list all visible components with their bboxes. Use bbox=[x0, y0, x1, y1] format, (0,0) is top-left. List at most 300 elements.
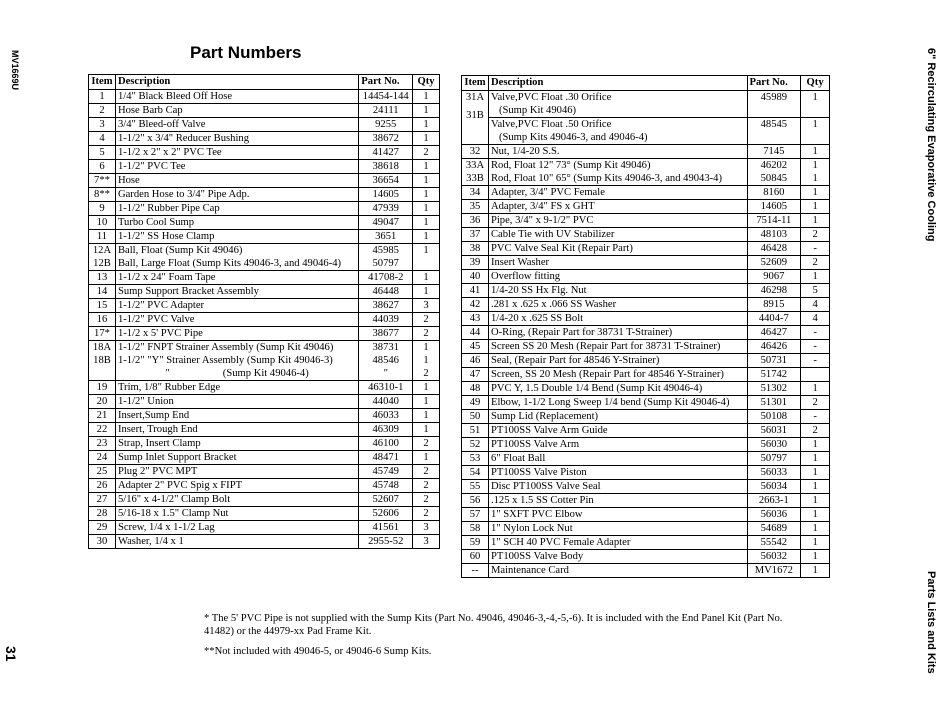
item-cell: 14 bbox=[89, 285, 116, 299]
item-cell: 11 bbox=[89, 230, 116, 244]
desc-31a: Valve,PVC Float .30 Orifice bbox=[490, 92, 612, 103]
table-row bbox=[462, 214, 830, 228]
description-cell: Screen SS 20 Mesh (Repair Part for 38731 T-Strainer) bbox=[488, 340, 747, 354]
table-row bbox=[462, 368, 830, 382]
qty-cell: 1 bbox=[801, 186, 830, 200]
table-row bbox=[462, 340, 830, 354]
part-no-cell: 56033 bbox=[747, 466, 801, 480]
qty-b1: 1 bbox=[423, 355, 429, 366]
part-no-cell: 14605 bbox=[359, 188, 413, 202]
part-no-cell: 56030 bbox=[747, 438, 801, 452]
parts-table-right bbox=[461, 75, 830, 578]
table-row bbox=[462, 228, 830, 242]
description-cell bbox=[115, 244, 358, 271]
part-no-cell: 46426 bbox=[747, 340, 801, 354]
description-cell: PVC Valve Seal Kit (Repair Part) bbox=[488, 242, 747, 256]
part-no-cell: 46298 bbox=[747, 284, 801, 298]
item-cell: 54 bbox=[462, 466, 489, 480]
description-cell: 1-1/2" SS Hose Clamp bbox=[115, 230, 358, 244]
part-no-cell: 2663-1 bbox=[747, 494, 801, 508]
item-cell: 42 bbox=[462, 298, 489, 312]
part-no-cell: 14454-144 bbox=[359, 90, 413, 104]
qty-cell: 2 bbox=[413, 146, 440, 160]
item-cell: 16 bbox=[89, 313, 116, 327]
table-row bbox=[462, 145, 830, 159]
part-no-cell: 51742 bbox=[747, 368, 801, 382]
qty-cell: 2 bbox=[413, 479, 440, 493]
pn-b2: " bbox=[383, 368, 388, 379]
item-33b: 33B bbox=[466, 173, 484, 184]
part-no-cell: 45748 bbox=[359, 479, 413, 493]
table-row bbox=[89, 299, 440, 313]
table-row bbox=[462, 200, 830, 214]
qty-cell: 2 bbox=[801, 256, 830, 270]
part-no-cell: 46310-1 bbox=[359, 381, 413, 395]
table-row bbox=[89, 341, 440, 381]
item-cell: 57 bbox=[462, 508, 489, 522]
part-no-cell: 38618 bbox=[359, 160, 413, 174]
table-row bbox=[89, 327, 440, 341]
item-cell: 56 bbox=[462, 494, 489, 508]
table-row bbox=[89, 244, 440, 271]
description-cell: 1" SXFT PVC Elbow bbox=[488, 508, 747, 522]
item-cell: 35 bbox=[462, 200, 489, 214]
qty-cell: 1 bbox=[801, 494, 830, 508]
description-cell: .281 x .625 x .066 SS Washer bbox=[488, 298, 747, 312]
table-row bbox=[89, 104, 440, 118]
qty-cell: 1 bbox=[413, 381, 440, 395]
qty-33a: 1 bbox=[812, 160, 818, 171]
item-cell: 15 bbox=[89, 299, 116, 313]
qty-cell: 1 bbox=[413, 174, 440, 188]
description-cell: Screw, 1/4 x 1-1/2 Lag bbox=[115, 521, 358, 535]
table-row bbox=[89, 132, 440, 146]
header-part-no: Part No. bbox=[359, 75, 413, 90]
item-cell: 41 bbox=[462, 284, 489, 298]
qty-33b: 1 bbox=[812, 173, 818, 184]
item-cell: 37 bbox=[462, 228, 489, 242]
table-row bbox=[89, 437, 440, 451]
qty-cell: 1 bbox=[801, 536, 830, 550]
section-title: 6" Recirculating Evaporative Cooling bbox=[925, 48, 937, 242]
part-no-cell: 9255 bbox=[359, 118, 413, 132]
table-row bbox=[89, 493, 440, 507]
table-row bbox=[462, 480, 830, 494]
left-body-b bbox=[89, 271, 440, 341]
item-cell: 36 bbox=[462, 214, 489, 228]
qty-cell: 1 bbox=[413, 188, 440, 202]
item-cell: 4 bbox=[89, 132, 116, 146]
part-no-cell: 46309 bbox=[359, 423, 413, 437]
desc-31b: Valve,PVC Float .50 Orifice bbox=[490, 119, 612, 130]
table-row bbox=[462, 424, 830, 438]
item-cell: 27 bbox=[89, 493, 116, 507]
description-cell: O-Ring, (Repair Part for 38731 T-Strainer) bbox=[488, 326, 747, 340]
table-row bbox=[462, 382, 830, 396]
part-no-cell: 52609 bbox=[747, 256, 801, 270]
table-row bbox=[89, 423, 440, 437]
header-qty: Qty bbox=[413, 75, 440, 90]
desc-a: 1-1/2" FNPT Strainer Assembly (Sump Kit 49046) bbox=[117, 342, 334, 353]
item-cell: 17* bbox=[89, 327, 116, 341]
item-cell: 32 bbox=[462, 145, 489, 159]
table-header-row bbox=[89, 75, 440, 90]
description-cell: 1-1/2" Union bbox=[115, 395, 358, 409]
qty-cell: 1 bbox=[801, 118, 830, 145]
item-cell: 45 bbox=[462, 340, 489, 354]
qty-cell: 2 bbox=[801, 424, 830, 438]
part-no-cell: 14605 bbox=[747, 200, 801, 214]
part-no-cell: 44040 bbox=[359, 395, 413, 409]
part-no-cell: 24111 bbox=[359, 104, 413, 118]
description-cell: 5/16-18 x 1.5" Clamp Nut bbox=[115, 507, 358, 521]
description-cell: Disc PT100SS Valve Seal bbox=[488, 480, 747, 494]
part-no-cell: MV1672 bbox=[747, 564, 801, 578]
table-row bbox=[462, 256, 830, 270]
qty-cell: 1 bbox=[801, 270, 830, 284]
table-row bbox=[462, 522, 830, 536]
part-no-cell: 46448 bbox=[359, 285, 413, 299]
part-no-cell: 45749 bbox=[359, 465, 413, 479]
part-no-cell: 8160 bbox=[747, 186, 801, 200]
part-no-cell: 38672 bbox=[359, 132, 413, 146]
desc-a: Ball, Float (Sump Kit 49046) bbox=[117, 245, 243, 256]
description-cell: Seal, (Repair Part for 48546 Y-Strainer) bbox=[488, 354, 747, 368]
qty-a: 1 bbox=[423, 342, 429, 353]
description-cell: Insert,Sump End bbox=[115, 409, 358, 423]
header-qty: Qty bbox=[801, 76, 830, 91]
item-33a: 33A bbox=[465, 160, 485, 171]
description-cell: 1" SCH 40 PVC Female Adapter bbox=[488, 536, 747, 550]
qty-cell bbox=[413, 244, 440, 271]
left-body-a bbox=[89, 90, 440, 244]
description-cell: 1-1/2 x 5' PVC Pipe bbox=[115, 327, 358, 341]
description-cell: Screen, SS 20 Mesh (Repair Part for 48546 Y-Strainer) bbox=[488, 368, 747, 382]
table-row bbox=[89, 521, 440, 535]
item-cell: 30 bbox=[89, 535, 116, 549]
item-31a: 31A bbox=[465, 92, 485, 103]
part-no-cell: 41427 bbox=[359, 146, 413, 160]
qty-cell: 2 bbox=[413, 493, 440, 507]
right-body-31 bbox=[462, 91, 830, 186]
part-no-cell: 50108 bbox=[747, 410, 801, 424]
part-no-cell: 48103 bbox=[747, 228, 801, 242]
part-no-cell: 56036 bbox=[747, 508, 801, 522]
item-b: 18B bbox=[93, 355, 111, 366]
description-cell: PT100SS Valve Piston bbox=[488, 466, 747, 480]
table-row bbox=[89, 409, 440, 423]
description-cell: Overflow fitting bbox=[488, 270, 747, 284]
qty-a: 1 bbox=[423, 245, 429, 256]
description-cell: Elbow, 1-1/2 Long Sweep 1/4 bend (Sump Kit 49046-4) bbox=[488, 396, 747, 410]
header-part-no: Part No. bbox=[747, 76, 801, 91]
item-cell: 26 bbox=[89, 479, 116, 493]
item-a: 18A bbox=[92, 342, 112, 353]
part-no-cell bbox=[747, 159, 801, 186]
qty-cell: - bbox=[801, 326, 830, 340]
part-no-cell: 52607 bbox=[359, 493, 413, 507]
description-cell: 1-1/2 x 2" x 2" PVC Tee bbox=[115, 146, 358, 160]
item-cell: 59 bbox=[462, 536, 489, 550]
description-cell: Sump Support Bracket Assembly bbox=[115, 285, 358, 299]
table-row bbox=[462, 396, 830, 410]
qty-cell: - bbox=[801, 354, 830, 368]
table-row bbox=[462, 508, 830, 522]
description-cell: PVC Y, 1.5 Double 1/4 Bend (Sump Kit 49046-4) bbox=[488, 382, 747, 396]
item-cell: 23 bbox=[89, 437, 116, 451]
table-row bbox=[462, 466, 830, 480]
qty-cell: 1 bbox=[413, 395, 440, 409]
description-cell: 1/4-20 SS Hx Flg. Nut bbox=[488, 284, 747, 298]
table-row bbox=[89, 535, 440, 549]
table-row bbox=[462, 550, 830, 564]
part-no-cell: 41708-2 bbox=[359, 271, 413, 285]
item-cell: 3 bbox=[89, 118, 116, 132]
table-row bbox=[462, 284, 830, 298]
description-cell: Plug 2" PVC MPT bbox=[115, 465, 358, 479]
footnote-not-included: **Not included with 49046-5, or 49046-6 Sump Kits. bbox=[204, 646, 432, 657]
description-cell: 1-1/2" x 3/4" Reducer Bushing bbox=[115, 132, 358, 146]
table-row bbox=[89, 90, 440, 104]
description-cell bbox=[115, 341, 358, 381]
item-cell: 60 bbox=[462, 550, 489, 564]
qty-cell: 1 bbox=[413, 409, 440, 423]
item-cell: 1 bbox=[89, 90, 116, 104]
item-cell: 55 bbox=[462, 480, 489, 494]
part-no-cell: 55542 bbox=[747, 536, 801, 550]
description-cell: Maintenance Card bbox=[488, 564, 747, 578]
table-row bbox=[89, 216, 440, 230]
qty-cell: - bbox=[801, 242, 830, 256]
item-cell: 8** bbox=[89, 188, 116, 202]
qty-cell: 1 bbox=[413, 271, 440, 285]
part-no-cell: 56032 bbox=[747, 550, 801, 564]
item-cell: 38 bbox=[462, 242, 489, 256]
table-row bbox=[89, 174, 440, 188]
part-no-cell: 48545 bbox=[747, 118, 801, 145]
item-31b: 31B bbox=[466, 110, 484, 121]
pn-a: 38731 bbox=[372, 342, 399, 353]
item-cell: 7** bbox=[89, 174, 116, 188]
description-cell: Hose Barb Cap bbox=[115, 104, 358, 118]
qty-cell: 1 bbox=[801, 382, 830, 396]
qty-cell: 1 bbox=[801, 214, 830, 228]
item-cell bbox=[89, 244, 116, 271]
description-cell: 1/4-20 x .625 SS Bolt bbox=[488, 312, 747, 326]
item-a: 12A bbox=[92, 245, 112, 256]
part-no-cell: 3651 bbox=[359, 230, 413, 244]
description-cell: 1-1/2 x 24" Foam Tape bbox=[115, 271, 358, 285]
part-no-cell: 7514-11 bbox=[747, 214, 801, 228]
description-cell: Adapter, 3/4" PVC Female bbox=[488, 186, 747, 200]
qty-cell: 1 bbox=[413, 451, 440, 465]
description-cell: 1-1/2" PVC Tee bbox=[115, 160, 358, 174]
qty-cell: 2 bbox=[413, 437, 440, 451]
part-no-cell: 7145 bbox=[747, 145, 801, 159]
qty-cell: 2 bbox=[413, 507, 440, 521]
table-row bbox=[462, 564, 830, 578]
header-description: Description bbox=[488, 76, 747, 91]
qty-cell: 2 bbox=[413, 313, 440, 327]
qty-cell: 2 bbox=[413, 465, 440, 479]
item-cell: 20 bbox=[89, 395, 116, 409]
qty-cell: 1 bbox=[413, 132, 440, 146]
part-no-cell: 46427 bbox=[747, 326, 801, 340]
description-cell: 1/4" Black Bleed Off Hose bbox=[115, 90, 358, 104]
item-cell: 46 bbox=[462, 354, 489, 368]
part-no-cell: 36654 bbox=[359, 174, 413, 188]
table-row bbox=[89, 230, 440, 244]
chapter-title: Parts Lists and Kits bbox=[925, 571, 937, 674]
part-no-cell: 50731 bbox=[747, 354, 801, 368]
desc-33b: Rod, Float 10" 65° (Sump Kits 49046-3, and 49043-4) bbox=[490, 173, 722, 184]
header-description: Description bbox=[115, 75, 358, 90]
qty-cell: 4 bbox=[801, 298, 830, 312]
part-no-cell: 51302 bbox=[747, 382, 801, 396]
table-row bbox=[462, 242, 830, 256]
item-cell: 22 bbox=[89, 423, 116, 437]
description-cell: 3/4" Bleed-off Valve bbox=[115, 118, 358, 132]
description-cell: Sump Lid (Replacement) bbox=[488, 410, 747, 424]
part-no-cell: 45989 bbox=[747, 91, 801, 118]
qty-cell: - bbox=[801, 410, 830, 424]
item-cell bbox=[462, 159, 489, 186]
table-row bbox=[89, 160, 440, 174]
qty-b2: 2 bbox=[423, 368, 429, 379]
pn-b: 50797 bbox=[372, 258, 399, 269]
qty-cell: 1 bbox=[801, 438, 830, 452]
part-no-cell: 8915 bbox=[747, 298, 801, 312]
qty-cell bbox=[801, 159, 830, 186]
table-row bbox=[89, 381, 440, 395]
part-no-cell: 51301 bbox=[747, 396, 801, 410]
description-cell: Garden Hose to 3/4" Pipe Adp. bbox=[115, 188, 358, 202]
description-cell: PT100SS Valve Arm Guide bbox=[488, 424, 747, 438]
pn-a: 45985 bbox=[372, 245, 399, 256]
qty-cell: 1 bbox=[801, 564, 830, 578]
parts-table-left bbox=[88, 74, 440, 549]
table-row bbox=[89, 285, 440, 299]
qty-cell: 3 bbox=[413, 299, 440, 313]
table-row bbox=[462, 354, 830, 368]
desc-33a: Rod, Float 12" 73° (Sump Kit 49046) bbox=[490, 160, 651, 171]
item-cell: 19 bbox=[89, 381, 116, 395]
item-cell: 10 bbox=[89, 216, 116, 230]
table-row bbox=[89, 146, 440, 160]
table-row bbox=[89, 395, 440, 409]
right-body-main bbox=[462, 186, 830, 578]
part-no-cell: 56034 bbox=[747, 480, 801, 494]
description-cell: 5/16" x 4-1/2" Clamp Bolt bbox=[115, 493, 358, 507]
qty-cell: 4 bbox=[801, 312, 830, 326]
item-cell: 21 bbox=[89, 409, 116, 423]
item-cell: 34 bbox=[462, 186, 489, 200]
pn-b1: 48546 bbox=[372, 355, 399, 366]
pn-33b: 50845 bbox=[760, 173, 788, 184]
qty-cell: 1 bbox=[413, 118, 440, 132]
description-cell: Turbo Cool Sump bbox=[115, 216, 358, 230]
qty-cell: - bbox=[801, 340, 830, 354]
part-no-cell: 46428 bbox=[747, 242, 801, 256]
table-row bbox=[89, 202, 440, 216]
pn-33a: 46202 bbox=[760, 160, 788, 171]
item-cell: 52 bbox=[462, 438, 489, 452]
table-row bbox=[89, 118, 440, 132]
item-cell: 39 bbox=[462, 256, 489, 270]
description-cell bbox=[488, 159, 747, 186]
description-cell: Strap, Insert Clamp bbox=[115, 437, 358, 451]
item-cell: 13 bbox=[89, 271, 116, 285]
part-no-cell: 48471 bbox=[359, 451, 413, 465]
table-row bbox=[462, 452, 830, 466]
item-cell: 25 bbox=[89, 465, 116, 479]
item-cell bbox=[462, 91, 489, 145]
table-row bbox=[462, 298, 830, 312]
item-cell: 29 bbox=[89, 521, 116, 535]
part-no-cell: 41561 bbox=[359, 521, 413, 535]
table-row bbox=[89, 479, 440, 493]
qty-cell: 1 bbox=[413, 160, 440, 174]
qty-cell bbox=[413, 341, 440, 381]
part-no-cell: 50797 bbox=[747, 452, 801, 466]
part-no-cell: 46100 bbox=[359, 437, 413, 451]
table-row bbox=[462, 494, 830, 508]
description-cell: 1" Nylon Lock Nut bbox=[488, 522, 747, 536]
qty-cell: 3 bbox=[413, 535, 440, 549]
description-cell: Adapter, 3/4" FS x GHT bbox=[488, 200, 747, 214]
table-row bbox=[462, 91, 830, 118]
item-cell: 50 bbox=[462, 410, 489, 424]
description-cell: Insert Washer bbox=[488, 256, 747, 270]
part-no-cell: 46033 bbox=[359, 409, 413, 423]
qty-cell: 1 bbox=[413, 230, 440, 244]
item-cell: 43 bbox=[462, 312, 489, 326]
part-no-cell: 44039 bbox=[359, 313, 413, 327]
item-cell: 24 bbox=[89, 451, 116, 465]
footnote-pvc-pipe: * The 5' PVC Pipe is not supplied with the Sump Kits (Part No. 49046, 49046-3,-4,-5,-6). It is included with the End Panel Kit (Part No. 41482) or the 44979-xx Pad Frame Kit. bbox=[204, 613, 783, 637]
qty-cell: 1 bbox=[413, 423, 440, 437]
description-cell: 1-1/2" PVC Adapter bbox=[115, 299, 358, 313]
qty-cell: 1 bbox=[801, 91, 830, 118]
qty-cell: 1 bbox=[413, 104, 440, 118]
qty-cell: 1 bbox=[801, 508, 830, 522]
description-cell: Adapter 2" PVC Spig x FIPT bbox=[115, 479, 358, 493]
qty-cell: 1 bbox=[801, 522, 830, 536]
desc-b: Ball, Large Float (Sump Kits 49046-3, and 49046-4) bbox=[117, 258, 342, 269]
qty-cell: 2 bbox=[413, 327, 440, 341]
part-no-cell: 47939 bbox=[359, 202, 413, 216]
qty-cell: 1 bbox=[413, 90, 440, 104]
desc-31b-sub: (Sump Kits 49046-3, and 49046-4) bbox=[498, 132, 648, 143]
description-cell: .125 x 1.5 SS Cotter Pin bbox=[488, 494, 747, 508]
table-row bbox=[89, 313, 440, 327]
description-cell: Pipe, 3/4" x 9-1/2" PVC bbox=[488, 214, 747, 228]
table-row bbox=[462, 536, 830, 550]
table-header-row bbox=[462, 76, 830, 91]
page-number: 31 bbox=[3, 646, 19, 662]
qty-cell: 1 bbox=[413, 202, 440, 216]
desc-31a-sub: (Sump Kit 49046) bbox=[498, 105, 577, 116]
table-row bbox=[462, 438, 830, 452]
qty-cell: 3 bbox=[413, 521, 440, 535]
left-body-12 bbox=[89, 244, 440, 271]
item-cell: 9 bbox=[89, 202, 116, 216]
item-cell: 58 bbox=[462, 522, 489, 536]
description-cell: 1-1/2" Rubber Pipe Cap bbox=[115, 202, 358, 216]
description-cell: Trim, 1/8" Rubber Edge bbox=[115, 381, 358, 395]
part-no-cell: 56031 bbox=[747, 424, 801, 438]
item-cell: 47 bbox=[462, 368, 489, 382]
